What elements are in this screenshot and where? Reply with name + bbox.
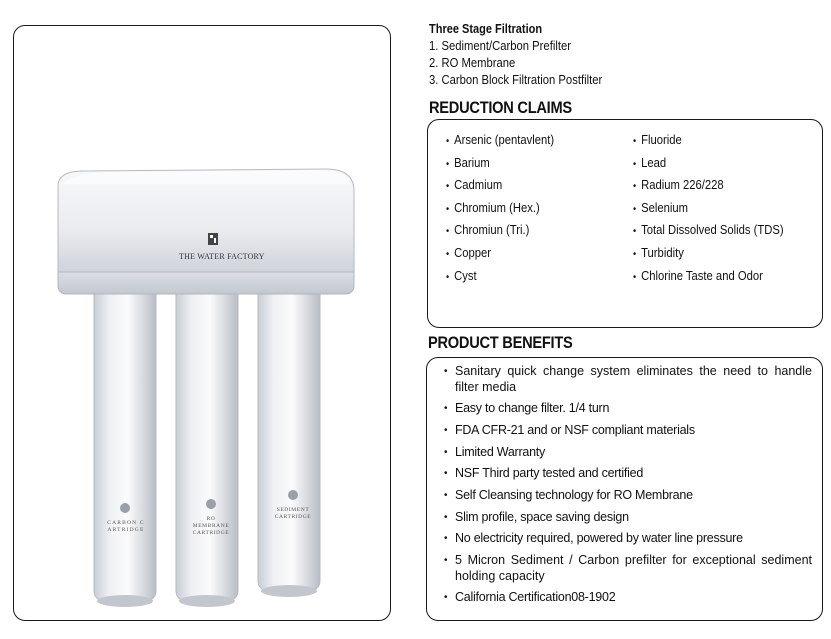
bullet-icon: • [444, 468, 448, 480]
bullet-icon: • [633, 271, 637, 283]
benefit-item: • Easy to change filter. 1/4 turn [444, 401, 610, 416]
water-factory-logo-icon [208, 233, 218, 245]
filter-cartridge-2 [176, 281, 238, 607]
bullet-icon: • [444, 555, 448, 566]
bullet-icon: • [444, 403, 448, 415]
reduction-claims-heading: REDUCTION CLAIMS [429, 98, 572, 117]
claim-item: • Arsenic (pentavlent) [446, 132, 554, 155]
intro-title: Three Stage Filtration [429, 22, 543, 36]
bullet-icon: • [444, 489, 448, 501]
bullet-icon: • [446, 248, 450, 260]
benefits-list [444, 364, 812, 612]
benefit-item: • Slim profile, space saving design [444, 509, 629, 524]
filtration-intro [429, 21, 621, 89]
benefit-item: • Self Cleansing technology for RO Membrane [444, 487, 693, 502]
claim-item: • Turbidity [633, 245, 784, 268]
reduction-claims-box [427, 119, 823, 328]
bullet-icon: • [444, 511, 448, 523]
claim-item: • Chromiun (Tri.) [446, 222, 554, 245]
bullet-icon: • [446, 271, 450, 283]
bullet-icon: • [633, 248, 637, 260]
bullet-icon: • [446, 136, 450, 147]
bullet-icon: • [633, 181, 637, 193]
claim-item: • Barium [446, 155, 554, 178]
claim-item: • Chromium (Hex.) [446, 200, 554, 223]
claims-column-2 [633, 132, 800, 290]
cartridge-label-1: CARBON CARTRIDGE [107, 520, 145, 533]
benefit-item: • Sanitary quick change system eliminates the need to handle filter media [444, 364, 812, 394]
claim-item: • Total Dissolved Solids (TDS) [633, 222, 784, 245]
bullet-icon: • [633, 226, 637, 238]
stage-1: 1. Sediment/Carbon Prefilter [429, 39, 571, 53]
claim-item: • Fluoride [633, 132, 784, 155]
claim-item: • Lead [633, 155, 784, 178]
product-photo-panel [13, 25, 391, 621]
cartridge-emblem-3 [288, 490, 298, 500]
claim-item: • Cyst [446, 268, 554, 291]
stage-3: 3. Carbon Block Filtration Postfilter [429, 73, 603, 87]
bullet-icon: • [444, 366, 448, 377]
bullet-icon: • [446, 203, 450, 215]
bullet-icon: • [633, 136, 637, 147]
bullet-icon: • [633, 158, 637, 170]
claim-item: • Chlorine Taste and Odor [633, 268, 784, 291]
filter-cartridge-1 [94, 281, 156, 607]
benefit-item: • Limited Warranty [444, 444, 546, 459]
bullet-icon: • [444, 424, 448, 436]
bullet-icon: • [633, 203, 637, 215]
stage-2: 2. RO Membrane [429, 56, 516, 70]
product-benefits-box [426, 357, 823, 621]
claim-item: • Cadmium [446, 177, 554, 200]
brand-text: THE WATER FACTORY [179, 252, 265, 261]
benefit-item: • No electricity required, powered by water line pressure [444, 531, 743, 546]
bullet-icon: • [446, 158, 450, 170]
benefit-item: • 5 Micron Sediment / Carbon prefilter for exceptional sediment holding capacity [444, 553, 812, 583]
bullet-icon: • [446, 226, 450, 238]
cartridge-emblem-2 [206, 499, 216, 509]
benefit-item: • NSF Third party tested and certified [444, 466, 644, 481]
claim-item: • Radium 226/228 [633, 177, 784, 200]
benefit-item: • California Certification08-1902 [444, 590, 616, 605]
benefit-item: • FDA CFR-21 and or NSF compliant materials [444, 422, 695, 437]
claim-item: • Selenium [633, 200, 784, 223]
bullet-icon: • [444, 446, 448, 458]
bullet-icon: • [446, 181, 450, 193]
bullet-icon: • [444, 592, 448, 604]
bullet-icon: • [444, 533, 448, 545]
claims-column-1 [446, 132, 566, 290]
cartridge-emblem-1 [120, 503, 130, 513]
product-benefits-heading: PRODUCT BENEFITS [428, 333, 573, 352]
cartridge-label-3: SEDIMENT CARTRIDGE [274, 507, 312, 520]
claim-item: • Copper [446, 245, 554, 268]
filter-cartridge-3 [258, 281, 320, 597]
cartridge-label-2: RO MEMBRANE CARTRIDGE [192, 516, 230, 536]
